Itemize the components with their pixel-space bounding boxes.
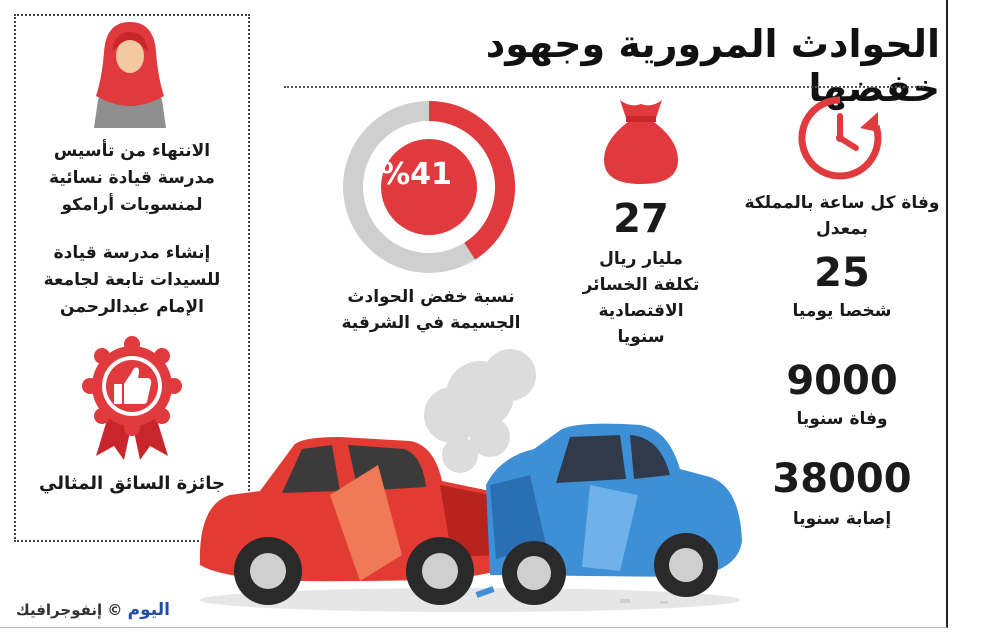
cost-line-4: سنويا xyxy=(617,327,665,347)
woman-icon xyxy=(88,18,172,128)
women-driving-school-text xyxy=(20,138,244,219)
economic-cost-value: 27 xyxy=(613,196,669,242)
ideal-driver-award-text: جائزة السائق المثالي xyxy=(39,473,225,494)
crashed-cars-illustration xyxy=(190,345,750,615)
imam-school-line-3: الإمام عبدالرحمن xyxy=(60,297,204,317)
hourly-death-text xyxy=(742,190,942,242)
imam-school-line-1: إنشاء مدرسة قيادة xyxy=(53,243,211,263)
cost-line-3: الاقتصادية xyxy=(598,301,684,321)
annual-deaths-value: 9000 xyxy=(786,358,898,404)
women-school-line-2: مدرسة قيادة نسائية xyxy=(49,168,215,188)
imam-driving-school-text xyxy=(20,240,244,321)
economic-cost-text xyxy=(556,246,726,350)
money-bag-icon xyxy=(598,94,684,186)
hourly-death-line-2: بمعدل xyxy=(816,219,868,239)
clock-icon xyxy=(794,92,886,184)
infographic-label: إنفوجرافيك xyxy=(16,601,103,619)
reduction-line-1: نسبة خفض الحوادث xyxy=(347,287,515,307)
cost-line-2: تكلفة الخسائر xyxy=(582,275,700,295)
copyright-symbol: © xyxy=(107,601,123,619)
blue-car xyxy=(486,424,742,605)
hourly-death-line-1: وفاة كل ساعة بالمملكة xyxy=(744,193,940,213)
daily-deaths-label: شخصا يوميا xyxy=(792,301,892,321)
annual-deaths-label: وفاة سنويا xyxy=(796,409,888,429)
reduction-line-2: الجسيمة في الشرقية xyxy=(341,313,521,333)
cost-line-1: مليار ريال xyxy=(599,249,683,269)
award-rosette-icon xyxy=(80,332,184,460)
annual-injuries-label: إصابة سنويا xyxy=(792,509,892,529)
annual-injuries-value: 38000 xyxy=(772,456,912,502)
page-title: الحوادث المرورية وجهود خفضها xyxy=(485,22,940,110)
footer-credit xyxy=(16,600,256,620)
daily-deaths-value: 25 xyxy=(814,250,870,296)
reduction-percent-value: %41 xyxy=(380,157,452,192)
brand-name: اليوم xyxy=(127,600,170,620)
women-school-line-1: الانتهاء من تأسيس xyxy=(53,141,211,161)
reduction-text xyxy=(316,284,546,336)
imam-school-line-2: للسيدات تابعة لجامعة xyxy=(43,270,221,290)
women-school-line-3: لمنسوبات أرامكو xyxy=(61,195,203,215)
title-divider xyxy=(284,86,924,88)
